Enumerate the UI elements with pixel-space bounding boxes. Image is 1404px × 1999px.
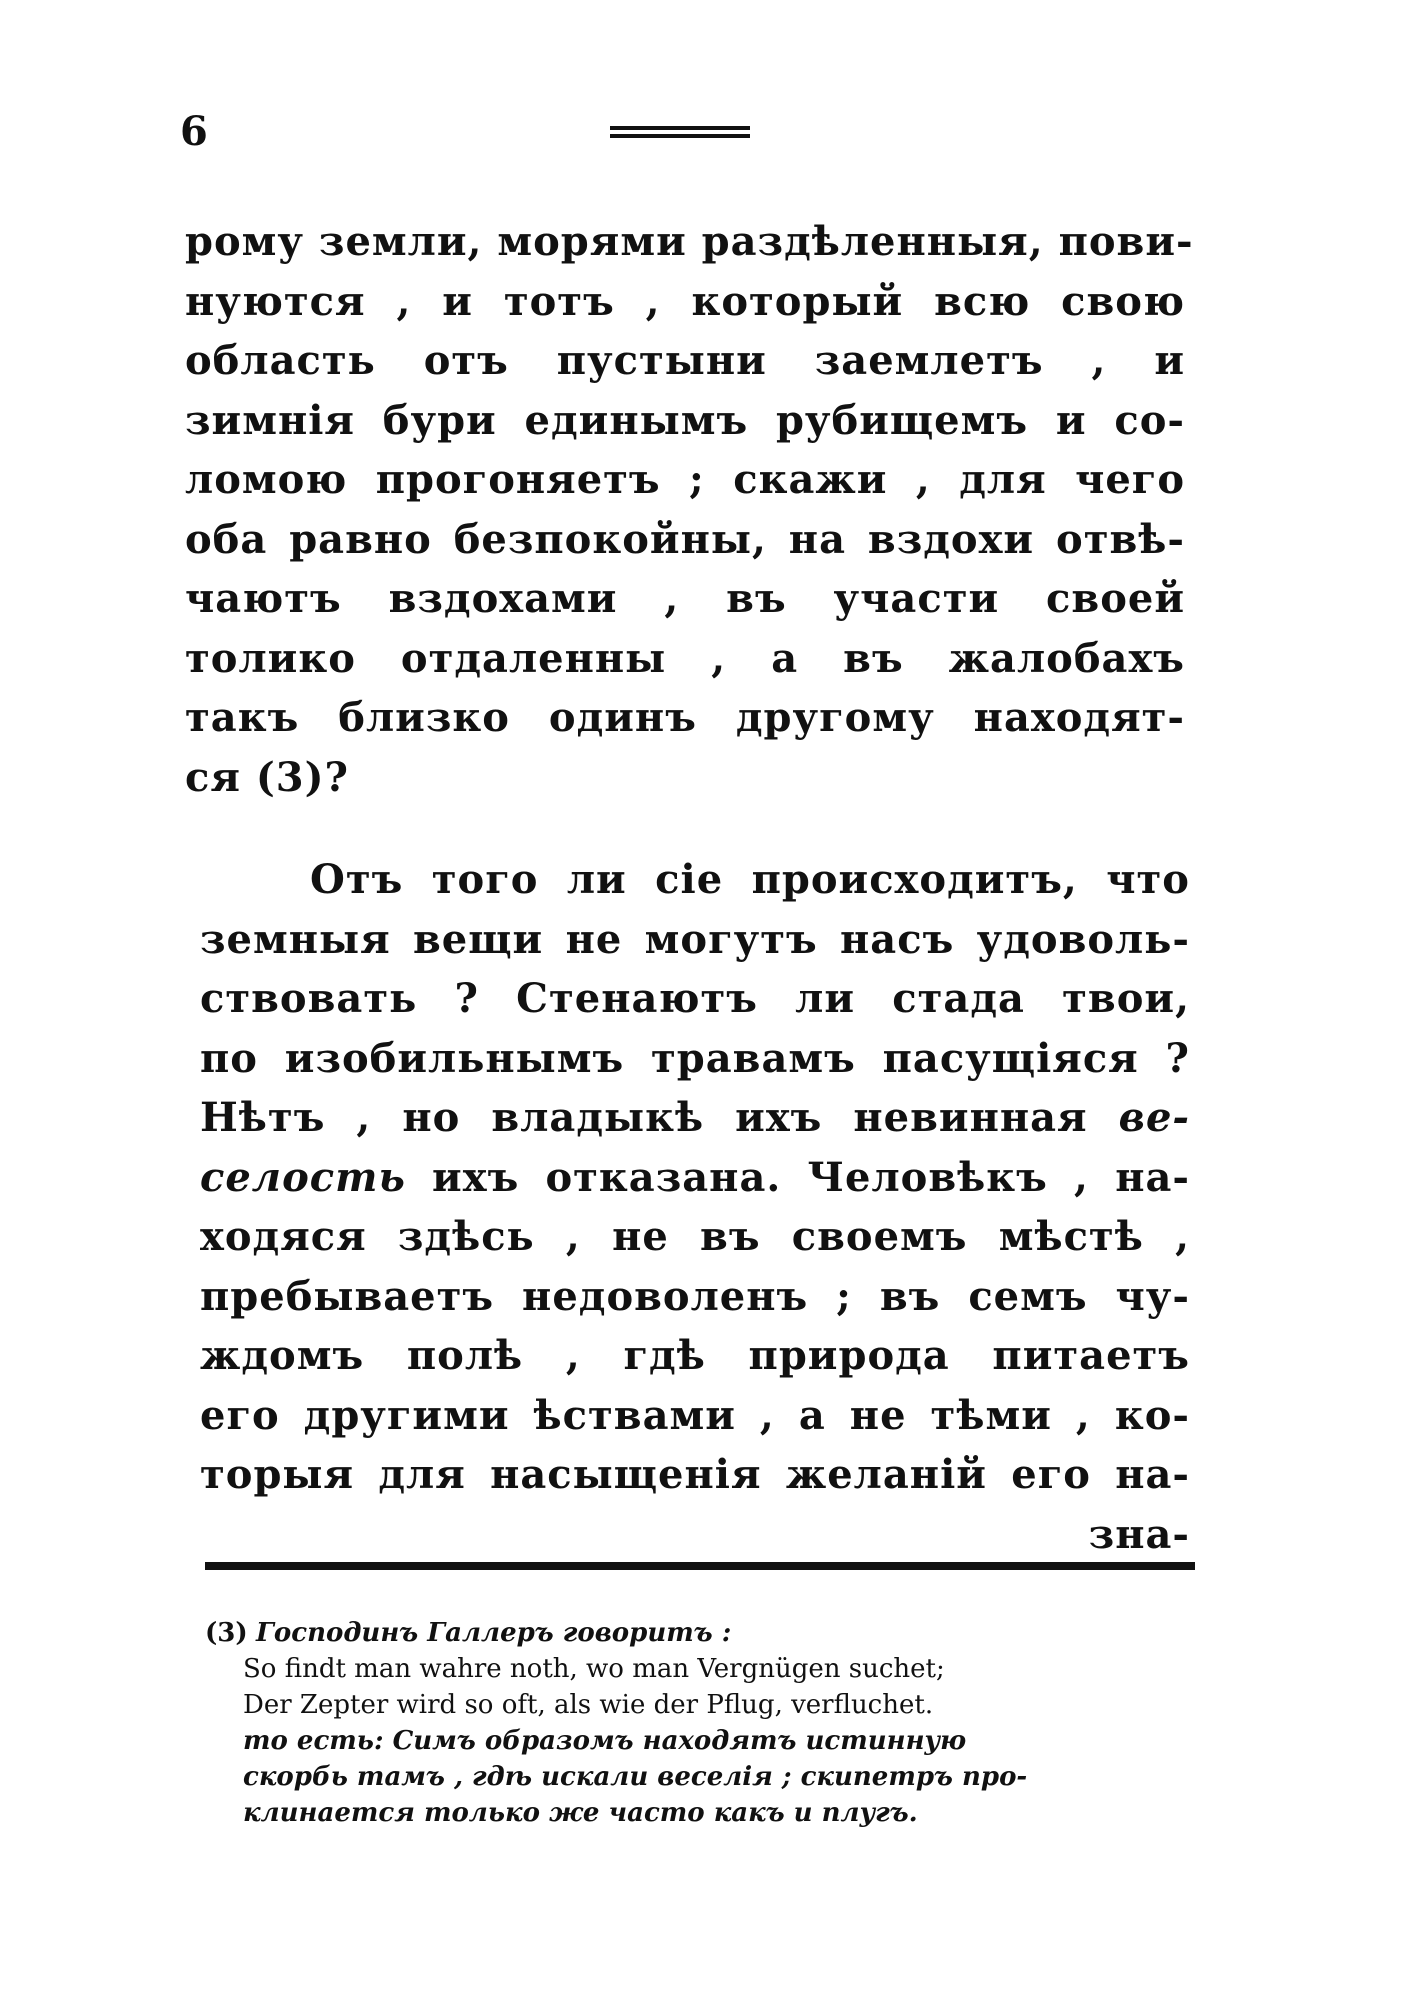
paragraph-2: [200, 850, 1190, 1564]
text-line: по изобильнымъ травамъ пасущіяся ?: [200, 1034, 1190, 1082]
italic-segment: селость: [200, 1153, 406, 1201]
text-line: оба равно безпокойны, на вздохи отвѣ-: [185, 515, 1185, 563]
footnote-rule: [205, 1562, 1195, 1570]
catchword: зна-: [1088, 1510, 1190, 1558]
text-line: нуются , и тотъ , который всю свою: [185, 277, 1185, 325]
text-line: зимнія бури единымъ рубищемъ и со-: [185, 396, 1185, 444]
text-line: ломою прогоняетъ ; скажи , для чего: [185, 456, 1185, 503]
text-line: торыя для насыщенія желаній его на-: [200, 1451, 1190, 1498]
footnote-translation-line: скорбь тамъ , гдѣ искали веселія ; скипетръ про-: [243, 1762, 1028, 1792]
text-line: толико отдаленны , а въ жалобахъ: [185, 634, 1185, 682]
italic-segment: ве-: [1118, 1094, 1190, 1141]
page-number: 6: [180, 108, 208, 155]
footnote-translation-line: то есть: Симъ образомъ находятъ истинную: [243, 1726, 967, 1756]
footnote-german-line: So findt man wahre noth, wo man Vergnügen suchet;: [243, 1654, 945, 1684]
paragraph-1: [185, 212, 1194, 807]
text-segment: Нѣтъ , но владыкѣ ихъ невинная: [200, 1094, 1088, 1141]
text-line: ждомъ полѣ , гдѣ природа питаетъ: [200, 1332, 1190, 1379]
text-segment: ихъ отказана. Человѣкъ , на-: [432, 1153, 1190, 1201]
text-line: пребываетъ недоволенъ ; въ семъ чу-: [200, 1272, 1190, 1320]
text-line: область отъ пустыни заемлетъ , и: [185, 337, 1185, 384]
text-line: ся (3)?: [185, 753, 349, 801]
header-rule: [610, 126, 750, 146]
footnote-intro-line: [205, 1615, 1195, 1651]
footnote-marker: (3): [205, 1618, 248, 1648]
footnote-translation-line: клинается только же часто какъ и плугъ.: [243, 1798, 918, 1828]
text-line: чаютъ вздохами , въ участи своей: [185, 575, 1185, 622]
footnote-intro: Господинъ Галлеръ говоритъ :: [255, 1618, 732, 1648]
text-line: [200, 1148, 1190, 1208]
text-line: его другими ѣствами , а не тѣми , ко-: [200, 1391, 1190, 1439]
text-line: [200, 1088, 1190, 1148]
text-line: ходяся здѣсь , не въ своемъ мѣстѣ ,: [200, 1213, 1190, 1260]
footnote-german-line: Der Zepter wird so oft, als wie der Pflug, verfluchet.: [243, 1690, 934, 1720]
text-line: земныя вещи не могутъ насъ удоволь-: [200, 915, 1190, 963]
text-line: такъ близко одинъ другому находят-: [185, 694, 1185, 741]
text-line: рому земли, морями раздѣленныя, пови-: [185, 218, 1194, 265]
text-line: Отъ того ли сіе происходитъ, что: [310, 856, 1190, 903]
text-line: ствовать ? Стенаютъ ли стада твои,: [200, 975, 1190, 1022]
footnote: [205, 1615, 1195, 1831]
